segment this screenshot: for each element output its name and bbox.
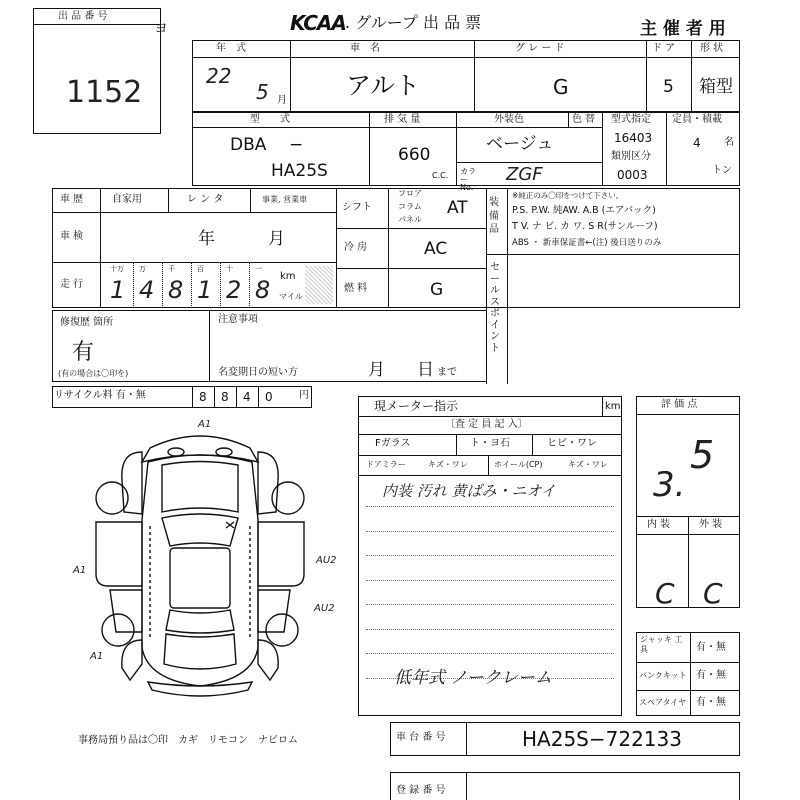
org-title: . グループ 出 品 票 (345, 13, 482, 32)
glass-crack: ヒビ・ワレ (547, 438, 597, 449)
mile-label: マイル (279, 292, 303, 301)
displacement-unit: C.C. (432, 171, 449, 180)
deadline-label: 名変期日の短い方 (218, 367, 298, 378)
mileage-digit: 1 (197, 276, 213, 304)
mirror-opts: キズ・ワレ (428, 460, 468, 469)
fuel-value: G (430, 280, 444, 300)
shift-column: コラム (398, 202, 422, 211)
shaken-label: 車 検 (60, 231, 84, 242)
mileage-unit: 千 (168, 265, 175, 273)
door-value: 5 (663, 77, 674, 97)
deadline-month: 月 (368, 360, 385, 380)
jack-label: ジャッキ 工 具 (640, 635, 683, 655)
spare-yes-no: 有・無 (696, 697, 726, 708)
equipment-line2: T V. ナ ビ. カ ワ. S R(サンルーフ) (512, 221, 658, 232)
model-dash: − (289, 135, 304, 155)
mileage-digit: 4 (139, 276, 155, 304)
header-fragment: ヨ (154, 21, 168, 37)
caution-label: 注意事項 (218, 314, 258, 325)
repaint-label: 色 替 (572, 114, 596, 125)
deadline-until: まで (437, 367, 457, 378)
door-label: ド ア (652, 43, 676, 54)
history-own: 自家用 (112, 194, 142, 205)
recycle-label: リサイクル料 有・無 (54, 390, 146, 401)
chassis-value: HA25S−722133 (522, 727, 682, 751)
exterior-label: 外 装 (699, 519, 723, 530)
exterior-value: C (703, 577, 723, 610)
displacement-value: 660 (398, 145, 431, 165)
load-unit: トン (712, 165, 732, 176)
history-business: 事業, 営業車 (262, 195, 308, 204)
glass-label: Fガラス (375, 438, 411, 449)
color-value: ベージュ (486, 134, 554, 154)
recycle-digit: 8 (199, 390, 207, 404)
office-items: 事務局預り品は〇印 カギ リモコン ナビロム (78, 735, 298, 746)
mileage-digit: 8 (168, 276, 184, 304)
wheel-opts: キズ・ワレ (568, 460, 608, 469)
deadline-day: 日 (417, 360, 434, 380)
equipment-label: 装 備 品 (489, 197, 499, 235)
damage-mark-right-front: AU2 (316, 555, 337, 566)
ac-value: AC (424, 239, 448, 259)
host-label: 主 催 者 用 (640, 19, 726, 39)
mileage-unit: 十 (226, 265, 233, 273)
shift-label: シフト (342, 202, 372, 213)
puncture-label: パンクキット (639, 671, 687, 680)
interior-label: 内 装 (647, 519, 671, 530)
meter-unit: km (605, 401, 621, 412)
shift-value: AT (447, 198, 468, 218)
repair-label: 修復歴 箇所 (60, 317, 114, 328)
grade-label: グ レ ー ド (515, 43, 565, 54)
sales-point-label: セ ー ル ス ポ イ ン ト (490, 262, 500, 354)
shape-label: 形 状 (700, 43, 724, 54)
recycle-digit: 8 (221, 390, 229, 404)
color-label: 外装色 (494, 114, 524, 125)
score-value-2: 5 (690, 433, 715, 477)
wheel-label: ホイール(CP) (494, 460, 543, 469)
meter-label: 現メーター指示 (374, 399, 459, 413)
shaken-year: 年 (198, 229, 215, 249)
score-value-1: 3. (653, 465, 686, 505)
shift-floor: フロア (398, 189, 422, 198)
damage-mark-front: A1 (198, 419, 212, 430)
chassis-label: 車 台 番 号 (396, 732, 446, 743)
mileage-unit: 百 (197, 265, 204, 273)
damage-mark-left-front: A1 (73, 565, 87, 576)
capacity-value: 4 (693, 136, 701, 150)
equipment-line3: ABS ・ 新車保証書←(注) 後日送りのみ (512, 238, 662, 248)
color-no-value: ZGF (506, 164, 543, 185)
month-unit: 月 (277, 95, 287, 106)
shift-panel: パネル (398, 215, 422, 224)
car-name-label: 車 名 (350, 43, 380, 54)
interior-value: C (655, 577, 675, 610)
spare-label: スペアタイヤ (639, 698, 687, 707)
mileage-digit: 2 (226, 276, 242, 304)
shape-value: 箱型 (699, 77, 733, 97)
recycle-digit: 0 (265, 390, 273, 404)
model-value: HA25S (271, 161, 328, 181)
mileage-digit: 1 (110, 276, 126, 304)
mileage-label: 走 行 (60, 279, 84, 290)
model-prefix: DBA (230, 135, 267, 155)
grade-value: G (553, 75, 569, 99)
score-label: 評 価 点 (661, 399, 698, 410)
year-label: 年 式 (216, 43, 246, 54)
car-name-value: アルト (346, 71, 421, 100)
damage-mark-left-rear: A1 (90, 651, 104, 662)
repair-note: (有の場合は〇印を) (58, 369, 129, 378)
damage-mark-right-rear: AU2 (314, 603, 335, 614)
history-rental: レ ン タ (187, 194, 224, 205)
year-month-value: 5 (256, 80, 269, 104)
shaken-month: 月 (268, 229, 285, 249)
mileage-unit: 万 (139, 265, 146, 273)
mileage-unit: 一 (255, 265, 262, 273)
jack-yes-no: 有・無 (696, 642, 726, 653)
mirror-label: ドアミラー (366, 460, 406, 469)
type-spec-value: 16403 (614, 131, 653, 145)
capacity-label: 定員・積載 (672, 114, 722, 125)
org-logo: KCAA (290, 11, 346, 35)
mileage-unit: 十万 (110, 265, 124, 273)
recycle-unit: 円 (299, 390, 309, 401)
model-label: 型 式 (250, 114, 290, 125)
mileage-digit: 8 (255, 276, 271, 304)
type-spec-label: 型式指定 (611, 114, 651, 125)
history-label: 車 歴 (60, 194, 84, 205)
ac-label: 冷 房 (344, 242, 368, 253)
color-no-label: カラー No. (460, 167, 476, 192)
repair-value: 有 (72, 340, 95, 365)
inspection-note-1: 内装 汚れ 黄ばみ・ニオイ (382, 482, 556, 500)
inspection-note-2: 低年式 ノークレーム (394, 668, 552, 688)
fuel-label: 燃 料 (344, 283, 368, 294)
displacement-label: 排 気 量 (384, 114, 421, 125)
class-label: 類別区分 (611, 151, 651, 162)
glass-opts: ト・ヨ石 (470, 438, 510, 449)
puncture-yes-no: 有・無 (696, 670, 726, 681)
capacity-unit: 名 (724, 137, 734, 148)
inspector-label: 〔査 定 員 記 入〕 (445, 419, 528, 430)
equipment-note: ※純正のみ〇印をつけて下さい。 (512, 191, 624, 200)
equipment-line1: P.S. P.W. 純AW. A.B (エアバック) (512, 205, 656, 216)
lot-number-label: 出 品 番 号 (58, 11, 108, 22)
lot-number-value: 1152 (66, 75, 143, 110)
year-value: 22 (206, 64, 232, 88)
km-label: km (280, 271, 296, 282)
class-value: 0003 (617, 168, 648, 182)
registration-label: 登 録 番 号 (396, 785, 446, 796)
recycle-digit: 4 (243, 390, 251, 404)
